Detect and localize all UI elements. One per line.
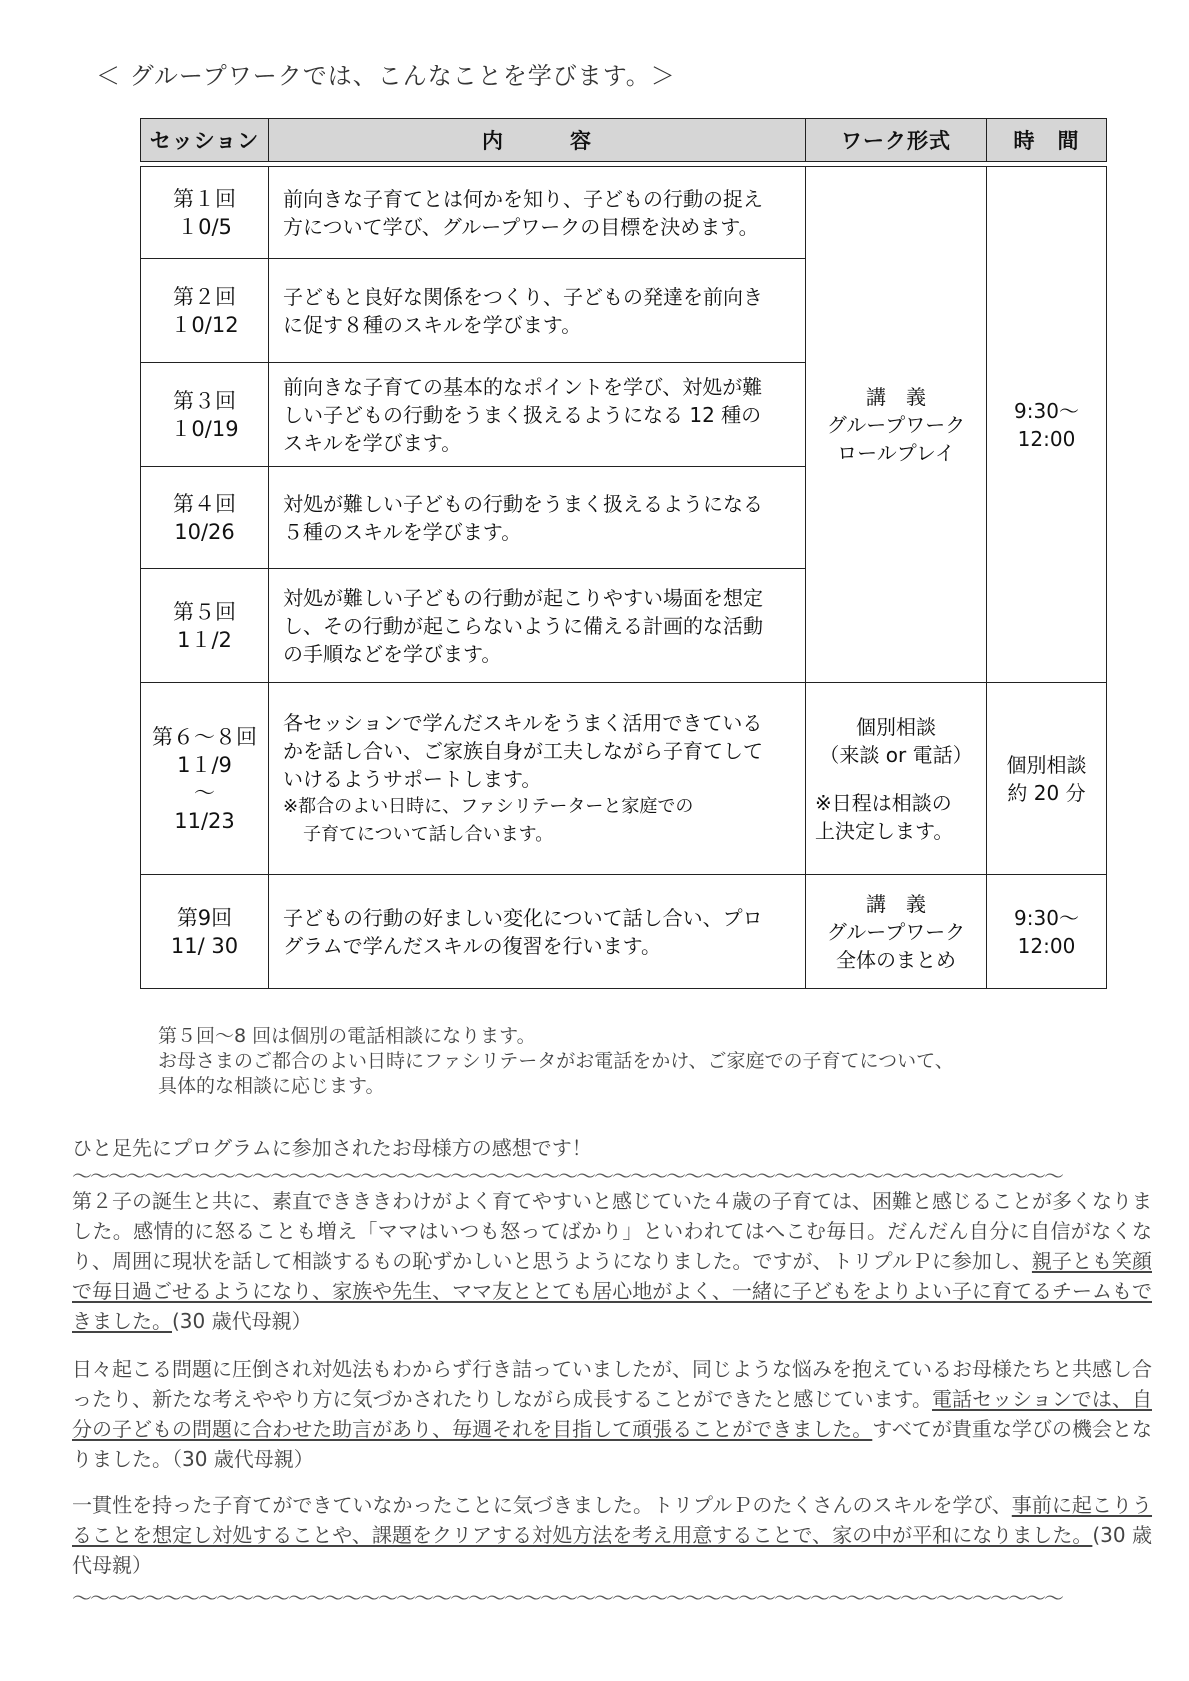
testimonial-1: 第２子の誕生と共に、素直できききわけがよく育てやすいと感じていた４歳の子育ては、困難と感じることが多くなりました。感情的に怒ることも増え「ママはいつも怒ってばかり」といわれてはへこむ毎日。だんだん自分に自信がなくなり、周囲に現状を話して相談するもの恥ずかしいと思うようになりました。ですが、トリプルＰに参加し、親子とも笑顔で毎日過ごせるようになり、家族や先生、ママ友ととても居心地がよく、一緒に子どもをよりよい子に育てるチームもできました。(30 歳代母親） bbox=[72, 1189, 1152, 1333]
wave-divider-top: ～～～～～～～～～～～～～～～～～～～～～～～～～～～～～～～～～～～～～～～～～～～～～～～～～～～～～～～ bbox=[72, 1164, 1062, 1188]
table-row bbox=[141, 167, 1107, 259]
content-cell: 対処が難しい子どもの行動が起こりやすい場面を想定 し、その行動が起こらないように備える計画的な活動 の手順などを学びます。 bbox=[269, 569, 806, 683]
content-cell: 子どもと良好な関係をつくり、子どもの発達を前向き に促す８種のスキルを学びます。 bbox=[269, 259, 806, 363]
session-cell: 第６～８回 1１/9 ～ 11/23 bbox=[141, 683, 269, 875]
format-cell-summary: 講 義 グループワーク 全体のまとめ bbox=[806, 875, 987, 989]
testimonial-highlight: 事前に起こりうることを想定し対処することや、課題をクリアする対処方法を考え用意することで、家の中が平和になりました。 bbox=[72, 1493, 1153, 1547]
session-cell: 第５回 1１/2 bbox=[141, 569, 269, 683]
content-cell: 子どもの行動の好ましい変化について話し合い、プロ グラムで学んだスキルの復習を行います。 bbox=[269, 875, 806, 989]
note-line: 具体的な相談に応じます。 bbox=[158, 1075, 385, 1097]
testimonial-highlight: 電話セッションでは、自分の子どもの問題に合わせた助言があり、毎週それを目指して頑張ることができました。 bbox=[72, 1387, 1152, 1441]
table-row bbox=[141, 683, 1107, 875]
session-cell: 第４回 10/26 bbox=[141, 467, 269, 569]
testimonial-highlight: 親子とも笑顔で毎日過ごせるようになり、家族や先生、ママ友ととても居心地がよく、一緒に子どもをよりよい子に育てるチームもできました。 bbox=[72, 1249, 1152, 1333]
content-cell: 対処が難しい子どもの行動をうまく扱えるようになる ５種のスキルを学びます。 bbox=[269, 467, 806, 569]
session-cell: 第２回 １0/12 bbox=[141, 259, 269, 363]
note-line: お母さまのご都合のよい日時にファシリテータがお電話をかけ、ご家庭での子育てについて、 bbox=[158, 1050, 954, 1072]
content-cell: 各セッションで学んだスキルをうまく活用できている かを話し合い、ご家族自身が工夫しながら子育てして いけるようサポートします。 ※都合のよい日時に、ファシリテーターと家庭での 子育てについて話し合います。 bbox=[269, 683, 806, 875]
session-cell: 第9回 11/ 30 bbox=[141, 875, 269, 989]
session-cell: 第３回 １0/19 bbox=[141, 363, 269, 467]
format-cell-lecture: 講 義 グループワーク ロールプレイ bbox=[806, 167, 987, 683]
content-cell: 前向きな子育てとは何かを知り、子どもの行動の捉え 方について学び、グループワークの目標を決めます。 bbox=[269, 167, 806, 259]
header-content: 内 容 bbox=[269, 119, 806, 162]
testimonial-3: 一貫性を持った子育てができていなかったことに気づきました。トリプルＰのたくさんのスキルを学び、事前に起こりうることを想定し対処することや、課題をクリアする対処方法を考え用意することで、家の中が平和になりました。(30 歳代母親） bbox=[72, 1493, 1153, 1577]
header-time: 時 間 bbox=[987, 119, 1107, 162]
format-cell-consult: 個別相談 （来談 or 電話） ※日程は相談の 上決定します。 bbox=[806, 683, 987, 875]
page-heading: ＜ グループワークでは、こんなことを学びます。＞ bbox=[96, 62, 676, 90]
table-header-row bbox=[141, 119, 1107, 162]
time-cell-consult: 個別相談 約 20 分 bbox=[987, 683, 1107, 875]
wave-divider-bottom: ～～～～～～～～～～～～～～～～～～～～～～～～～～～～～～～～～～～～～～～～～～～～～～～～～～～～～～～ bbox=[72, 1586, 1062, 1610]
time-cell-summary: 9:30～ 12:00 bbox=[987, 875, 1107, 989]
schedule-notes bbox=[158, 1024, 1118, 1099]
testimonial-2: 日々起こる問題に圧倒され対処法もわからず行き詰っていましたが、同じような悩みを抱えているお母様たちと共感し合ったり、新たな考えややり方に気づかされたりしながら成長することができたと感じています。電話セッションでは、自分の子どもの問題に合わせた助言があり、毎週それを目指して頑張ることができました。すべてが貴重な学びの機会となりました。（30 歳代母親） bbox=[72, 1357, 1152, 1471]
table-row bbox=[141, 875, 1107, 989]
note-line: 第５回～8 回は個別の電話相談になります。 bbox=[158, 1025, 536, 1047]
header-format: ワーク形式 bbox=[806, 119, 987, 162]
content-cell: 前向きな子育ての基本的なポイントを学び、対処が難 しい子どもの行動をうまく扱えるようになる 12 種の スキルを学びます。 bbox=[269, 363, 806, 467]
time-cell-morning: 9:30～ 12:00 bbox=[987, 167, 1107, 683]
session-cell: 第１回 １0/5 bbox=[141, 167, 269, 259]
schedule-table bbox=[140, 118, 1107, 989]
header-session: セッション bbox=[141, 119, 269, 162]
testimonials-lead: ひと足先にプログラムに参加されたお母様方の感想です！ bbox=[72, 1136, 592, 1160]
